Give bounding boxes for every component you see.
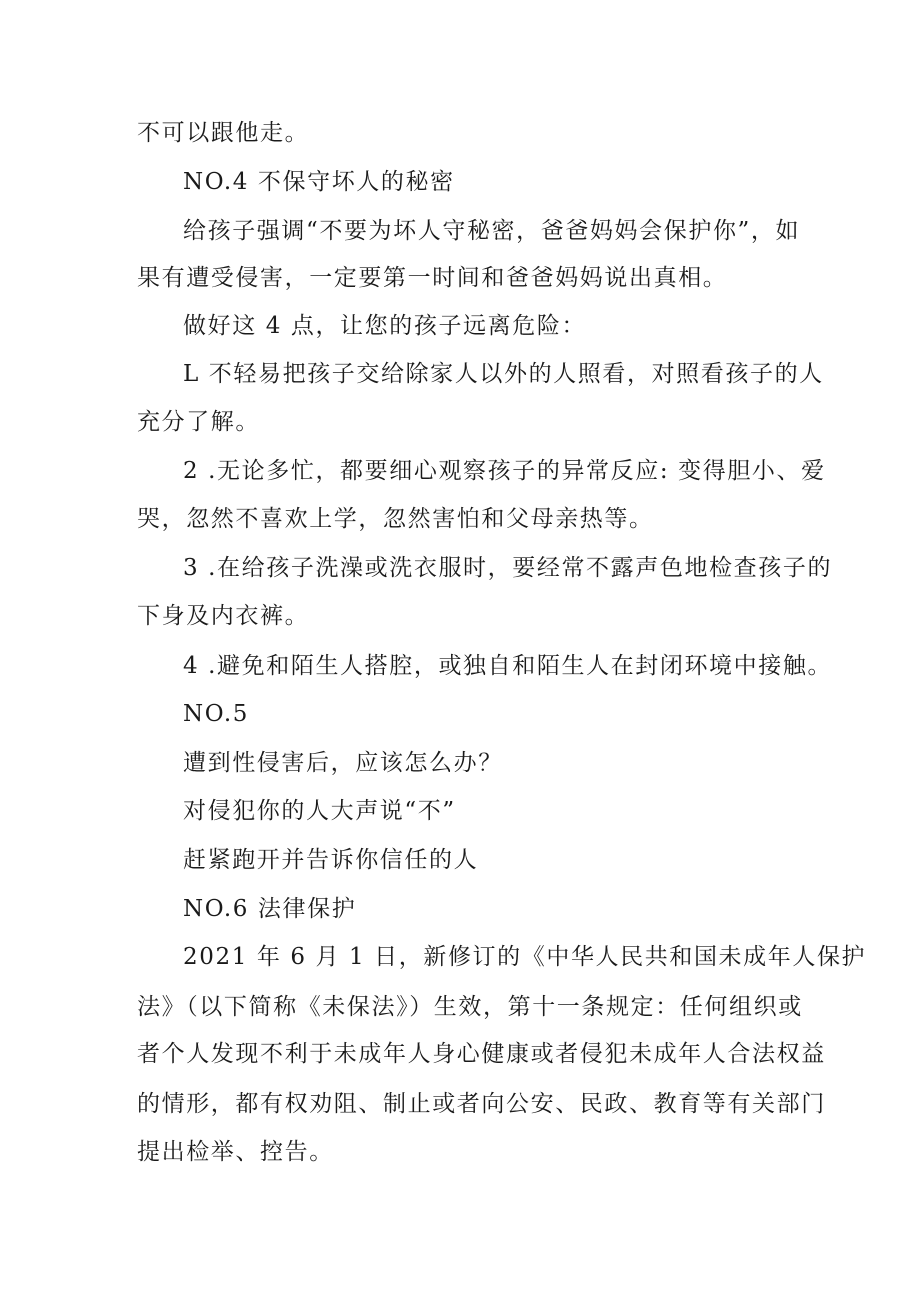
text-line: 果有遭受侵害，一定要第一时间和爸爸妈妈说出真相。: [137, 265, 728, 291]
text-line: 遭到性侵害后，应该怎么办？: [183, 750, 503, 776]
text-line: 者个人发现不利于未成年人身心健康或者侵犯未成年人合法权益: [137, 1041, 826, 1067]
list-item-2: 2 .无论多忙，都要细心观察孩子的异常反应: 变得胆小、爱: [183, 458, 826, 484]
text-line: 充分了解。: [137, 409, 260, 435]
text-line: 2021 年 6 月 1 日，新修订的《中华人民共和国未成年人保护: [183, 944, 867, 970]
text-line: 提出检举、控告。: [137, 1139, 334, 1165]
list-item-4: 4 .避免和陌生人搭腔，或独自和陌生人在封闭环境中接触。: [183, 653, 833, 679]
text-line: 赶紧跑开并告诉你信任的人: [183, 847, 479, 873]
list-item-3: 3 .在给孩子洗澡或洗衣服时，要经常不露声色地检查孩子的: [183, 555, 833, 581]
text-line: 的情形，都有权劝阻、制止或者向公安、民政、教育等有关部门: [137, 1091, 826, 1117]
text-line: 法》（以下简称《未保法》）生效，第十一条规定：任何组织或: [137, 994, 803, 1020]
text-line: 对侵犯你的人大声说“不”: [183, 798, 456, 824]
section-heading-no5: NO.5: [183, 701, 249, 727]
section-heading-no6: NO.6 法律保护: [183, 896, 357, 922]
section-heading-no4: NO.4 不保守坏人的秘密: [183, 169, 455, 195]
text-line: 不可以跟他走。: [137, 120, 310, 146]
text-line: 给孩子强调“不要为坏人守秘密，爸爸妈妈会保护你”，如: [183, 218, 801, 244]
text-line: 做好这 4 点，让您的孩子远离危险：: [183, 313, 587, 339]
text-line: 下身及内衣裤。: [137, 603, 310, 629]
text-line: 哭，忽然不喜欢上学，忽然害怕和父母亲热等。: [137, 506, 654, 532]
list-item-1: L 不轻易把孩子交给除家人以外的人照看，对照看孩子的人: [183, 361, 824, 387]
